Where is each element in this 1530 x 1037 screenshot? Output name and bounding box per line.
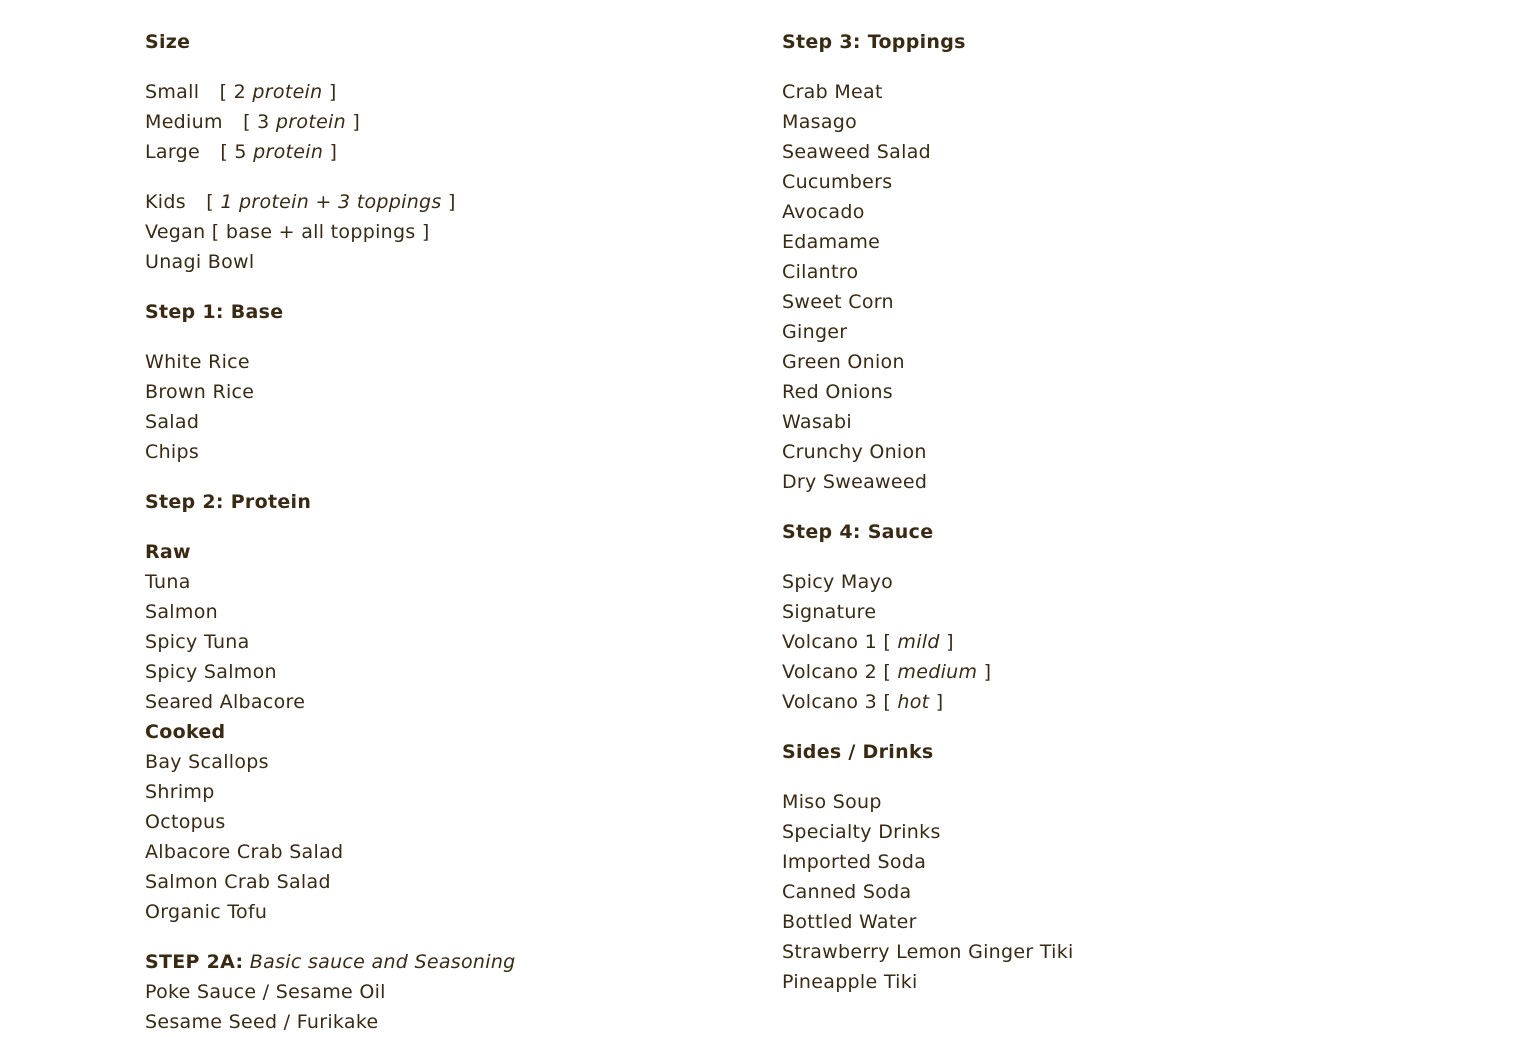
- protein-item: Shrimp: [145, 781, 215, 803]
- base-item: Chips: [145, 441, 200, 463]
- side-item: Canned Soda: [782, 881, 912, 903]
- topping-item: Avocado: [782, 201, 865, 223]
- step2-heading: Step 2: Protein: [145, 491, 312, 513]
- protein-item: Bay Scallops: [145, 751, 269, 773]
- topping-item: Crab Meat: [782, 81, 883, 103]
- menu-right-column: [782, 27, 1422, 997]
- size-large: Large [ 5 protein ]: [145, 141, 338, 163]
- sauce-item: Spicy Mayo: [782, 571, 894, 593]
- side-item: Strawberry Lemon Ginger Tiki: [782, 941, 1074, 963]
- step4-heading: Step 4: Sauce: [782, 521, 934, 543]
- topping-item: Masago: [782, 111, 858, 133]
- side-item: Imported Soda: [782, 851, 927, 873]
- step1-heading: Step 1: Base: [145, 301, 284, 323]
- topping-item: Seaweed Salad: [782, 141, 931, 163]
- protein-item: Tuna: [145, 571, 191, 593]
- protein-item: Salmon: [145, 601, 218, 623]
- protein-item: Octopus: [145, 811, 226, 833]
- protein-item: Albacore Crab Salad: [145, 841, 344, 863]
- cooked-label: Cooked: [145, 721, 226, 743]
- size-medium: Medium [ 3 protein ]: [145, 111, 361, 133]
- protein-item: Spicy Salmon: [145, 661, 277, 683]
- size-heading: Size: [145, 31, 191, 53]
- side-item: Pineapple Tiki: [782, 971, 918, 993]
- raw-label: Raw: [145, 541, 191, 563]
- sauce-volcano-1: Volcano 1 [ mild ]: [782, 631, 954, 653]
- topping-item: Cucumbers: [782, 171, 893, 193]
- size-unagi-bowl: Unagi Bowl: [145, 251, 255, 273]
- topping-item: Red Onions: [782, 381, 893, 403]
- topping-item: Green Onion: [782, 351, 905, 373]
- seasoning-item: Sesame Seed / Furikake: [145, 1011, 379, 1033]
- sauce-volcano-3: Volcano 3 [ hot ]: [782, 691, 944, 713]
- size-vegan: Vegan [ base + all toppings ]: [145, 221, 430, 243]
- sauce-item: Signature: [782, 601, 877, 623]
- topping-item: Wasabi: [782, 411, 852, 433]
- size-kids: Kids [ 1 protein + 3 toppings ]: [145, 191, 456, 213]
- topping-item: Cilantro: [782, 261, 859, 283]
- step3-heading: Step 3: Toppings: [782, 31, 966, 53]
- protein-item: Organic Tofu: [145, 901, 268, 923]
- protein-item: Seared Albacore: [145, 691, 306, 713]
- base-item: Brown Rice: [145, 381, 255, 403]
- sauce-volcano-2: Volcano 2 [ medium ]: [782, 661, 992, 683]
- base-item: White Rice: [145, 351, 250, 373]
- base-item: Salad: [145, 411, 200, 433]
- side-item: Specialty Drinks: [782, 821, 941, 843]
- seasoning-item: Poke Sauce / Sesame Oil: [145, 981, 386, 1003]
- step2a-heading: STEP 2A: Basic sauce and Seasoning: [145, 951, 516, 973]
- menu-left-column: [145, 27, 745, 1037]
- protein-item: Salmon Crab Salad: [145, 871, 331, 893]
- topping-item: Edamame: [782, 231, 881, 253]
- size-small: Small [ 2 protein ]: [145, 81, 337, 103]
- topping-item: Crunchy Onion: [782, 441, 927, 463]
- protein-item: Spicy Tuna: [145, 631, 250, 653]
- topping-item: Sweet Corn: [782, 291, 894, 313]
- side-item: Miso Soup: [782, 791, 882, 813]
- topping-item: Ginger: [782, 321, 848, 343]
- sides-heading: Sides / Drinks: [782, 741, 934, 763]
- topping-item: Dry Sweaweed: [782, 471, 928, 493]
- side-item: Bottled Water: [782, 911, 917, 933]
